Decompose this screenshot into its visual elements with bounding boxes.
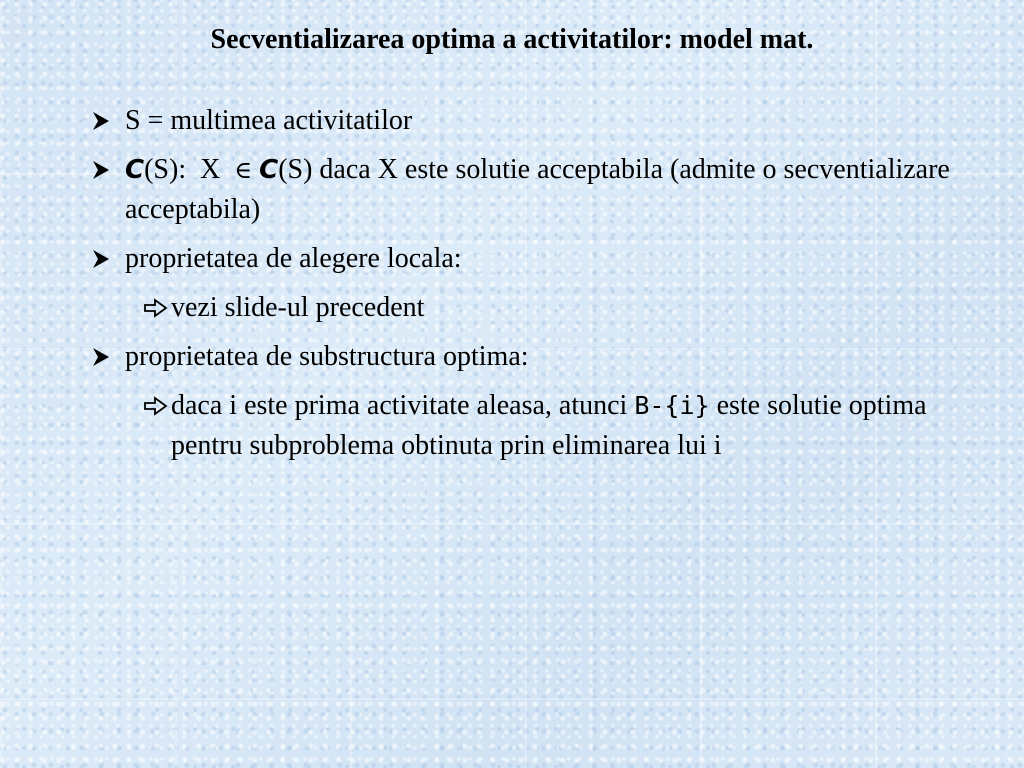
sub-bullet-text-part: este solutie optima pentru subproblema obtinuta prin eliminarea lui i — [171, 390, 934, 461]
bullet-text: proprietatea de alegere locala: — [125, 243, 462, 274]
bullet-item-local-choice — [90, 239, 970, 279]
element-of-symbol: ∈ — [234, 156, 253, 184]
bullet-text: S = multimea activitatilor — [125, 105, 413, 136]
sub-bullet-text: vezi slide-ul precedent — [171, 292, 425, 323]
slide-content — [90, 101, 970, 475]
arrowhead-bullet-icon — [90, 110, 112, 132]
set-symbol-c: C — [259, 155, 279, 185]
hollow-arrow-bullet-icon — [143, 396, 169, 416]
hollow-arrow-bullet-icon — [143, 298, 169, 318]
bullet-text-part: (S) daca X este solutie acceptabila (admite o secventializare acceptabila) — [125, 154, 950, 225]
sub-bullet-text-part: daca i este prima activitate aleasa, atunci — [171, 390, 635, 421]
arrowhead-bullet-icon — [90, 248, 112, 270]
set-expression: B-{i} — [634, 391, 710, 420]
slide-title: Secventializarea optima a activitatilor: model mat. — [210, 24, 814, 55]
bullet-item-optimal-substructure — [90, 337, 970, 377]
bullet-item-acceptable-solutions — [90, 150, 970, 230]
bullet-text-part: (S): X — [144, 154, 235, 185]
arrowhead-bullet-icon — [90, 159, 112, 181]
set-symbol-c: C — [125, 155, 145, 185]
sub-bullet-item-first-activity — [90, 386, 970, 466]
sub-bullet-item-see-previous — [90, 288, 970, 328]
bullet-text: proprietatea de substructura optima: — [125, 341, 529, 372]
bullet-item-set-s — [90, 101, 970, 141]
arrowhead-bullet-icon — [90, 346, 112, 368]
